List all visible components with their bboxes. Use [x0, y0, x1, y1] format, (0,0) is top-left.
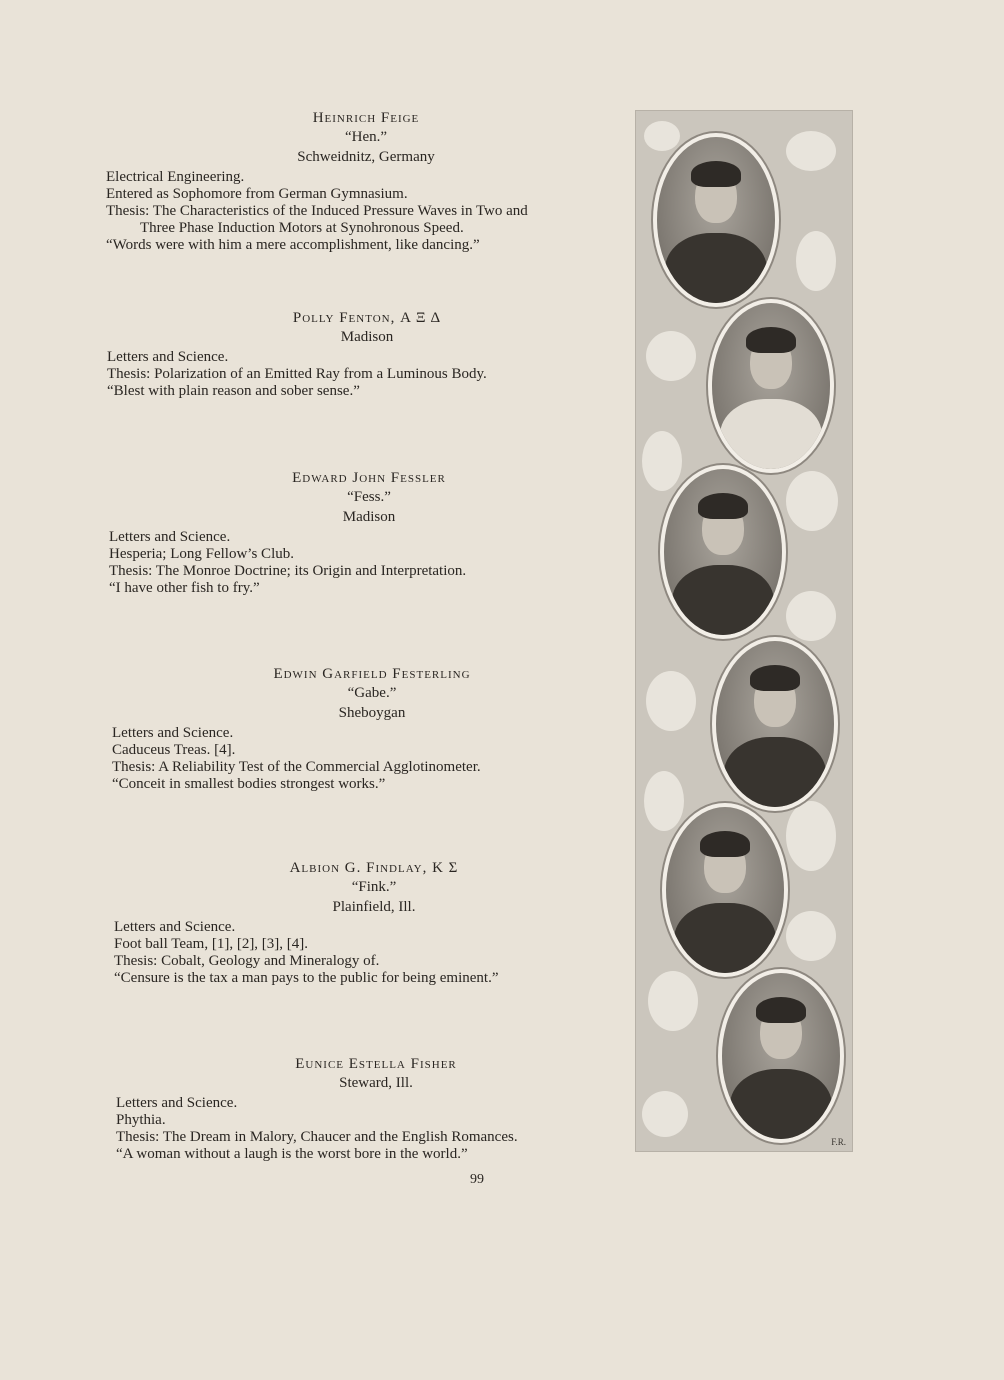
portrait-fessler: [660, 465, 786, 639]
entry-line: Letters and Science.: [112, 725, 234, 741]
entry-line: Thesis: The Characteristics of the Induced Pressure Waves in Two and: [106, 203, 528, 219]
student-name: Edward John Fessler: [292, 470, 446, 486]
portrait-fisher: [718, 969, 844, 1143]
entry-line: Thesis: The Dream in Malory, Chaucer and the English Romances.: [116, 1129, 518, 1145]
student-entry-festerling: [112, 666, 632, 793]
student-nickname: “Fink.”: [351, 879, 397, 895]
ornament-swirl: [786, 471, 838, 531]
student-hometown: Madison: [342, 509, 396, 525]
entry-line: Letters and Science.: [116, 1095, 238, 1111]
student-nickname: “Hen.”: [344, 129, 388, 145]
student-hometown: Madison: [340, 329, 394, 345]
entry-line: “Censure is the tax a man pays to the public for being eminent.”: [114, 970, 499, 986]
entry-line: Thesis: Cobalt, Geology and Mineralogy of.: [114, 953, 380, 969]
entry-line: Electrical Engineering.: [106, 169, 245, 185]
portrait-festerling: [712, 637, 838, 811]
entry-line: Hesperia; Long Fellow’s Club.: [109, 546, 294, 562]
ornament-swirl: [796, 231, 836, 291]
ornament-swirl: [646, 671, 696, 731]
student-name: Eunice Estella Fisher: [295, 1056, 457, 1072]
ornament-swirl: [642, 1091, 688, 1137]
ornament-swirl: [786, 131, 836, 171]
page-number: 99: [470, 1172, 484, 1187]
student-entry-findlay: [114, 860, 634, 987]
entry-line: Foot ball Team, [1], [2], [3], [4].: [114, 936, 309, 952]
student-nickname: “Fess.”: [347, 489, 391, 505]
entry-line: Caduceus Treas. [4].: [112, 742, 236, 758]
portrait-findlay: [662, 803, 788, 977]
student-name: Heinrich Feige: [312, 110, 420, 126]
entry-line: Entered as Sophomore from German Gymnasium.: [106, 186, 408, 202]
student-entry-fenton: [107, 310, 627, 400]
entry-line: Thesis: A Reliability Test of the Commercial Agglotinometer.: [112, 759, 481, 775]
entry-line: Letters and Science.: [109, 529, 231, 545]
entry-line: “Words were with him a mere accomplishment, like dancing.”: [106, 237, 480, 253]
student-name: Edwin Garfield Festerling: [273, 666, 471, 682]
student-entry-feige: [106, 110, 626, 254]
student-hometown: Sheboygan: [338, 705, 406, 721]
entry-line: Letters and Science.: [114, 919, 236, 935]
ornament-swirl: [646, 331, 696, 381]
entry-line: Three Phase Induction Motors at Synohronous Speed.: [140, 220, 464, 236]
entry-line: Phythia.: [116, 1112, 166, 1128]
entry-line: “I have other fish to fry.”: [109, 580, 260, 596]
student-hometown: Steward, Ill.: [339, 1075, 413, 1091]
portrait-fenton: [708, 299, 834, 473]
student-hometown: Plainfield, Ill.: [332, 899, 416, 915]
portrait-feige: [653, 133, 779, 307]
entry-line: Letters and Science.: [107, 349, 229, 365]
student-entry-fisher: [116, 1056, 636, 1163]
portrait-border-panel: [635, 110, 853, 1152]
ornament-swirl: [648, 971, 698, 1031]
student-name: Albion G. Findlay, Κ Σ: [289, 860, 459, 876]
student-entry-fessler: [109, 470, 629, 597]
entry-line: “A woman without a laugh is the worst bore in the world.”: [116, 1146, 468, 1162]
ornament-swirl: [786, 801, 836, 871]
artist-signature: F.R.: [831, 1137, 846, 1147]
student-hometown: Schweidnitz, Germany: [297, 149, 435, 165]
ornament-swirl: [786, 911, 836, 961]
ornament-swirl: [786, 591, 836, 641]
entry-line: Thesis: The Monroe Doctrine; its Origin and Interpretation.: [109, 563, 467, 579]
entry-line: Thesis: Polarization of an Emitted Ray from a Luminous Body.: [107, 366, 487, 382]
student-name: Polly Fenton, Α Ξ Δ: [292, 310, 442, 326]
entry-line: “Conceit in smallest bodies strongest works.”: [112, 776, 386, 792]
student-nickname: “Gabe.”: [347, 685, 397, 701]
entry-line: “Blest with plain reason and sober sense.”: [107, 383, 360, 399]
